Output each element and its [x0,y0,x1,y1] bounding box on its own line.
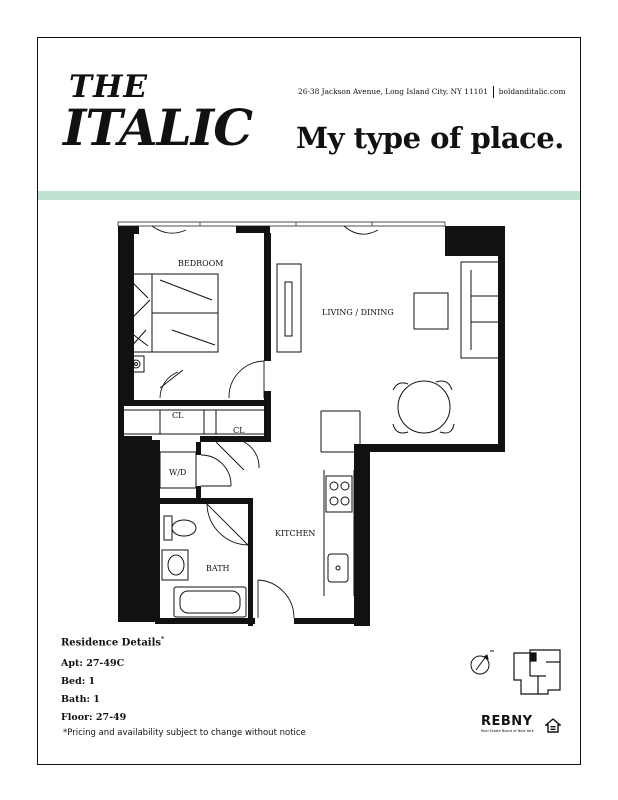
residence-details-title [61,636,164,648]
detail-bed: Bed: 1 [61,676,96,687]
tagline: My type of place. [296,121,564,155]
bathtub-icon [174,587,246,617]
room-label-living-dining: LIVING / DINING [322,308,394,317]
coffee-table-icon [414,293,448,329]
room-label-closet-1: CL [172,411,184,420]
disclaimer: *Pricing and availability subject to change without notice [63,728,306,738]
sofa-icon [461,262,501,358]
dining-table-icon [393,381,454,433]
street-address: 26-38 Jackson Avenue, Long Island City, NY 11101 [298,87,488,96]
vanity-sink-icon [162,550,188,580]
residence-details-mark: * [161,636,165,643]
residence-details [61,636,165,723]
logo-line-italic: ITALIC [63,98,252,157]
room-label-bath: BATH [206,564,230,573]
room-label-closet-2: CL [233,426,245,435]
detail-bath: Bath: 1 [61,694,100,705]
tv-console-icon [277,264,301,352]
rebny-logo [481,715,534,733]
bed-icon [126,274,218,352]
window-strip [118,222,445,226]
detail-apt: Apt: 27-49C [61,658,125,669]
room-label-bedroom: BEDROOM [178,259,224,268]
rebny-subtitle: Real Estate Board of New York [481,729,534,733]
residence-details-title-text: Residence Details [61,637,162,649]
logo-line-the: THE [69,69,148,105]
compass-icon [471,651,494,674]
room-label-washer-dryer: W/D [169,468,187,477]
detail-floor: Floor: 27-49 [61,712,127,723]
rebny-wordmark: REBNY [481,714,533,729]
website-link[interactable]: boldanditalic.com [498,87,566,96]
stove-icon [326,476,352,512]
room-label-kitchen: KITCHEN [275,529,316,538]
kitchen-sink-icon [328,554,348,582]
toilet-icon [164,516,196,540]
key-plan-icon [514,650,560,694]
equal-housing-icon [545,718,561,734]
